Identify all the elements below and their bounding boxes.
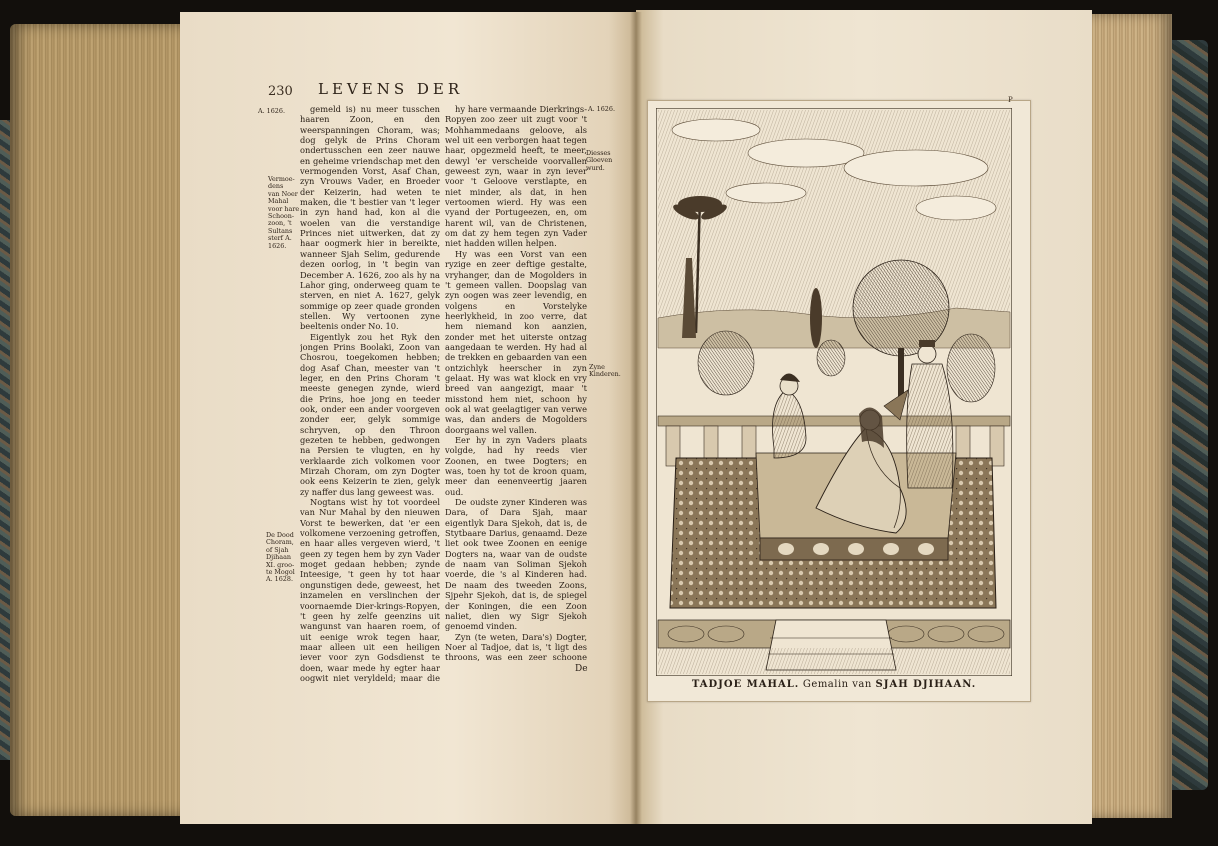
running-head: LEVENS DER [318, 80, 464, 98]
margin-note-line: wurd. [586, 163, 605, 172]
margin-note-line: Mahal [268, 197, 289, 206]
margin-note-line: A. 1628. [266, 575, 293, 584]
paragraph: hy hare vermaande Dierkrings-Ropyen zoo zeer uit zugt voor 't Mohhammedaans geloove, als wel uit een verborgen haat tegen haar, opgezmeld heeft, te meer, dewyl 'er verscheide voorvallen geweest zyn, waar in zyn iever voor 't Geloove verstlapte, en niet minder, als dat, in hen vertoomen wierd. Hy was een vyand der Portugeezen, en, om harent wil, van de Christenen, om dat zy hem tegen zyn Vader niet hadden willen helpen. [445, 104, 587, 249]
paragraph: gemeld is) nu meer tusschen haaren Zoon, en den weerspanningen Choram, was; dog gelyk de Prins Choram ondertusschen een zeer nauwe en geheime vriendschap met den vermogenden Vorst, Asaf Chan, zyn Vrouws Vader, en Broeder der Keizerin, had weten te maken, die 't bestier van 't leger in zyn hand had, kon al die woelen van die verstandige Princes niet uitwerken, dat zy haar oogmerk hier in bereikte, wanneer Sjah Selim, gedurende dezen oorlog, in 't begin van December A. 1626, zoo als hy na Lahor ging, onderweeg quam te sterven, en niet A. 1627, gelyk sommige op zeer quade gronden stellen. Wy vertoonen zyne beeltenis onder No. 10. [300, 104, 440, 332]
margin-note-line: Gloeven [586, 156, 613, 165]
margin-note-dood [266, 532, 298, 584]
margin-note-dieses [586, 150, 616, 172]
margin-note-vermoedens [268, 176, 300, 250]
paragraph: Nogtans wist hy tot voordeel van Nur Mahal by den nieuwen Vorst te bewerken, dat 'er een volkomene verzoening getroffen, en haar alles vergeven wierd, 't geen zy tegen hem by zyn Vader moget gedaan hebben; zynde Inteesige, 't geen hy tot haar ongunstigen dede, geweest, het inzamelen en verslinchen der voornaemde Dier-krings-Ropyen, 't geen hy zelfe geenzins uit wangunst van haaren roem, of uit eenige wrok tegen haar, maar alleen uit een heiligen iever voor zyn Godsdienst te doen, waar mede hy egter haar oogwit niet veryldeld; maar die [300, 497, 440, 683]
page-edges-left [10, 24, 188, 816]
margin-note-line: van Noer [268, 189, 298, 198]
text-column-right [445, 104, 587, 664]
caption-husband: SJAH DJIHAAN. [875, 679, 977, 690]
margin-note-line: Djihaan [266, 553, 292, 562]
page-edges-right [1090, 14, 1172, 818]
margin-note-year-right: A. 1626. [588, 105, 615, 113]
margin-note-line: zoon, 't [268, 219, 292, 228]
engraving-illustration [656, 108, 1012, 676]
margin-note-line: XI. groo- [266, 560, 295, 569]
margin-note-line: De Dood [266, 531, 294, 539]
margin-note-line: 1626. [268, 241, 287, 250]
text-column-left [300, 104, 440, 684]
paragraph: De oudste zyner Kinderen was Dara, of Dara Sjah, maar eigentlyk Dara Sjekoh, dat is, de Stytbaare Darius, genaamd. Deze liet ook twee Zoonen en eenige Dogters na, waar van de oudste de naam van Soliman Sjekoh voerde, die 's al Kinderen had. De naam des tweeden Zoons, Sjpehr Sjekoh, dat is, de spiegel der Koningen, die een Zoon naliet, dien wy Sigr Sjekoh genoemd vinden. [445, 497, 587, 632]
catchword: De [575, 664, 588, 674]
paragraph: Zyn (te weten, Dara's) Dogter, Noer al Tadjoe, dat is, 't ligt des throons, was een zeer schoone [445, 631, 587, 663]
margin-note-line: Vermoe- [268, 175, 295, 183]
paragraph: Eer hy in zyn Vaders plaats volgde, had hy reeds vier Zoonen, en twee Dogters; en was, toen hy tot de kroon quam, meer dan eenenveertig jaaren oud. [445, 435, 587, 497]
plate-caption [656, 679, 1012, 690]
book-gutter [630, 12, 642, 824]
margin-note-line: Diesses [586, 149, 611, 157]
margin-note-line: Zyne [589, 363, 605, 371]
paragraph: Eigentlyk zou het Ryk den jongen Prins Boolaki, Zoon van Chosrou, toegekomen hebben; dog Asaf Chan, meester van 't leger, en den Prins Choram 't meeste genegen zynde, wierd die Prins, hoe jong en teeder ook, onder een ander voorgeven zonder eer, gelyk sommige schryven, op den Throon gezeten te hebben, gedwongen na Persien te vlugten, en hy verklaarde zich volkomen voor Mirzah Choram, om zyn Dogter ook eens Keizerin te zien, gelyk zy naffer dus lang geweest was. [300, 331, 440, 497]
margin-note-kinderen [589, 364, 619, 379]
paragraph: Hy was een Vorst van een ryzige en zeer deftige gestalte, vryhanger, dan de Mogolders in 't gemeen vallen. Doopslag van zyn oogen was zeer levendig, en volgens en Vorstelyke heerlykheid, in zoo verre, dat hem niemand kon aanzien, zonder met het uiterste ontzag aangedaan te werden. Hy had al de trekken en gebaarden van een ontzichlyk heerscher in zyn gelaat. Hy was wat klock en vry breed van aangezigt, maar 't misstond hem niet, schoon hy ook al wat geelagtiger van verwe was, dan anders de Mogolders doorgaans wel vallen. [445, 248, 587, 435]
margin-note-line: dens [268, 182, 284, 191]
page-number: 230 [268, 84, 293, 99]
caption-name: TADJOE MAHAL. [691, 679, 800, 690]
margin-note-line: Sultans [268, 226, 293, 235]
caption-middle: Gemalin van [799, 679, 876, 690]
margin-note-line: of Sjah [266, 545, 289, 554]
margin-note-line: sterf A. [268, 234, 292, 243]
margin-note-line: Schoon- [268, 212, 295, 221]
margin-note-line: voor hare [268, 204, 300, 213]
plate-number: P [1008, 96, 1013, 104]
margin-note-line: te Mogol [266, 568, 295, 577]
margin-note-line: Kinderen. [589, 370, 621, 379]
margin-note-year: A. 1626. [258, 107, 285, 115]
cover-marble-right [1172, 40, 1208, 790]
margin-note-line: Choram, [266, 538, 294, 547]
